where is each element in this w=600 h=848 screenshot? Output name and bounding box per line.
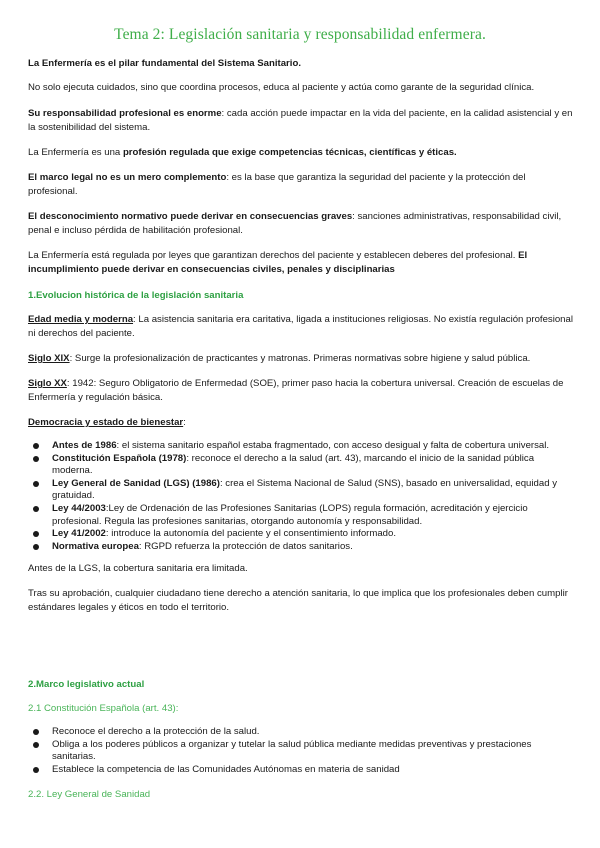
list-item-label: Constitución Española (1978) <box>52 452 187 464</box>
list-item-text: :Ley de Ordenación de las Profesiones Sanitarias (LOPS) regula formación, acreditación y ejercicio profesional. Regula las profesiones sanitarias, otorgando autonomía y responsabilidad. <box>52 502 528 527</box>
intro-paragraph-5 <box>28 171 576 198</box>
list-item-text: : reconoce el derecho a la salud (art. 43), marcando el inicio de la sanidad pública moderna. <box>52 452 535 477</box>
list-item <box>28 453 576 478</box>
list-item <box>28 739 576 764</box>
after-lgs-paragraph: Antes de la LGS, la cobertura sanitaria era limitada. <box>28 563 248 574</box>
intro-p3-rest: : cada acción puede impactar en la vida del paciente, en la calidad asistencial y en la sostenibilidad del sistema. <box>28 108 573 133</box>
siglo-xx-text: : 1942: Seguro Obligatorio de Enfermedad (SOE), primer paso hacia la cobertura universal. Creación de escuelas de Enfermería y regulación básica. <box>28 378 564 403</box>
list-item-label: Ley 41/2002 <box>52 528 106 540</box>
list-item-label: Normativa europea <box>52 540 139 552</box>
democracia-paragraph <box>28 416 576 430</box>
intro-paragraph-4 <box>28 146 576 160</box>
edad-media-label: Edad media y moderna <box>28 314 134 325</box>
intro-p4-pre: La Enfermería es una <box>28 147 123 158</box>
siglo-xix-text: : Surge la profesionalización de practicantes y matronas. Primeras normativas sobre higiene y salud pública. <box>69 353 531 364</box>
siglo-xix-paragraph <box>28 352 576 366</box>
list-item-text: : crea el Sistema Nacional de Salud (SNS), basado en universalidad, equidad y gratuidad. <box>52 477 557 502</box>
list-item <box>28 440 576 453</box>
intro-paragraph-2: No solo ejecuta cuidados, sino que coordina procesos, educa al paciente y actúa como garante de la seguridad clínica. <box>28 82 535 93</box>
intro-p6-rest: : sanciones administrativas, responsabilidad civil, penal e incluso pérdida de habilitación profesional. <box>28 211 562 236</box>
bullet-icon <box>33 443 39 449</box>
intro-paragraph-7 <box>28 249 576 276</box>
constitucion-list <box>28 726 576 776</box>
subsection-2-1-heading: 2.1 Constitución Española (art. 43): <box>28 703 179 714</box>
intro-paragraph-6 <box>28 210 576 237</box>
intro-p7-bold: El incumplimiento puede derivar en consecuencias civiles, penales y disciplinarias <box>28 250 528 275</box>
bullet-icon <box>33 729 39 735</box>
after-approval-paragraph: Tras su aprobación, cualquier ciudadano tiene derecho a atención sanitaria, lo que implica que los profesionales deben cumplir estándares legales y éticos en todo el territorio. <box>28 588 568 613</box>
bullet-icon <box>33 531 39 537</box>
democracia-colon: : <box>183 417 186 428</box>
bullet-icon <box>33 481 39 487</box>
section-1-heading: 1.Evolucion histórica de la legislación sanitaria <box>28 290 244 301</box>
list-item-text: Reconoce el derecho a la protección de la salud. <box>52 726 260 737</box>
list-item-label: Antes de 1986 <box>52 440 117 451</box>
bullet-icon <box>33 506 39 512</box>
list-item-label: Ley 44/2003 <box>52 502 106 514</box>
intro-p5-rest: : es la base que garantiza la seguridad del paciente y la protección del profesional. <box>28 172 526 197</box>
intro-p4-bold: profesión regulada que exige competencias técnicas, científicas y éticas. <box>122 147 457 158</box>
bullet-icon <box>33 767 39 773</box>
list-item-text: : introduce la autonomía del paciente y el consentimiento informado. <box>105 528 397 540</box>
subsection-2-2-heading: 2.2. Ley General de Sanidad <box>28 789 151 800</box>
bullet-icon <box>33 742 39 748</box>
section-2-heading: 2.Marco legislativo actual <box>28 679 145 690</box>
intro-p5-bold: El marco legal no es un mero complemento <box>28 172 227 183</box>
list-item <box>28 764 576 777</box>
list-item <box>28 541 576 554</box>
list-item-text: Obliga a los poderes públicos a organizar y tutelar la salud pública mediante medidas preventivas y prestaciones sanitarias. <box>52 738 532 763</box>
intro-paragraph-1: La Enfermería es el pilar fundamental del Sistema Sanitario. <box>28 58 301 69</box>
siglo-xx-paragraph <box>28 377 576 404</box>
intro-p7-pre: La Enfermería está regulada por leyes que garantizan derechos del paciente y establecen deberes del profesional. <box>28 250 519 261</box>
list-item-label: Ley General de Sanidad (LGS) (1986) <box>52 477 220 489</box>
list-item-text: Establece la competencia de las Comunidades Autónomas en materia de sanidad <box>52 763 400 775</box>
democracia-label: Democracia y estado de bienestar <box>28 417 184 428</box>
intro-p6-bold: El desconocimiento normativo puede derivar en consecuencias graves <box>28 211 353 222</box>
bullet-icon <box>33 456 39 462</box>
list-item <box>28 478 576 503</box>
edad-media-paragraph <box>28 313 576 340</box>
list-item <box>28 503 576 528</box>
democracia-list <box>28 440 576 553</box>
intro-paragraph-3 <box>28 107 576 134</box>
siglo-xx-label: Siglo XX <box>28 378 67 389</box>
bullet-icon <box>33 544 39 550</box>
intro-p3-bold: Su responsabilidad profesional es enorme <box>28 108 222 119</box>
list-item <box>28 726 576 739</box>
list-item-text: : RGPD refuerza la protección de datos sanitarios. <box>138 540 353 552</box>
siglo-xix-label: Siglo XIX <box>28 353 70 364</box>
edad-media-text: : La asistencia sanitaria era caritativa, ligada a instituciones religiosas. No existía regulación profesional ni derechos del paciente. <box>28 314 573 339</box>
list-item <box>28 528 576 541</box>
page-title: Tema 2: Legislación sanitaria y responsabilidad enfermera. <box>114 26 486 43</box>
list-item-text: : el sistema sanitario español estaba fragmentado, con acceso desigual y falta de cobertura universal. <box>116 440 550 451</box>
